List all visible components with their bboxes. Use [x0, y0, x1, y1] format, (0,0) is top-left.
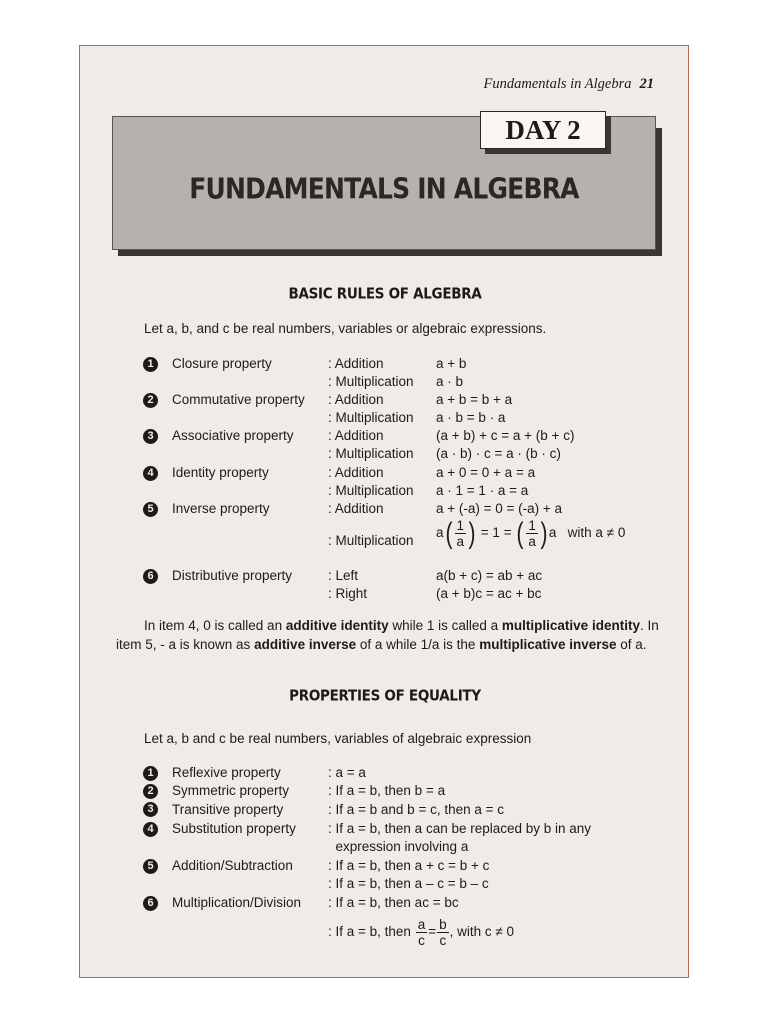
basic-rules-intro: Let a, b, and c be real numbers, variables or algebraic expressions. — [144, 321, 547, 336]
section-heading-basic-rules: BASIC RULES OF ALGEBRA — [288, 285, 482, 303]
property-name: Commutative property — [172, 392, 305, 407]
property-statement: : a = a — [328, 765, 366, 780]
fraction-one-over-a: $\frac{1}{a}$ — [456, 518, 465, 549]
property-statement-continued: expression involving a — [328, 839, 469, 854]
list-number: 4 — [143, 822, 158, 837]
list-number: 2 — [143, 393, 158, 408]
equals-sign: = — [428, 924, 437, 939]
division-condition: , with c ≠ 0 — [449, 924, 515, 939]
expression: a(b + c) = ab + ac — [436, 568, 543, 583]
division-prefix: : If a = b, then — [328, 924, 411, 939]
right-paren: ) — [468, 516, 476, 550]
operation-type: : Addition — [328, 392, 384, 407]
operation-type: : Multiplication — [328, 410, 414, 425]
property-name: Inverse property — [172, 501, 270, 516]
list-number: 4 — [143, 466, 158, 481]
property-name: Transitive property — [172, 802, 284, 817]
expression: (a · b) · c = a · (b · c) — [436, 446, 561, 461]
operation-type: : Addition — [328, 501, 384, 516]
list-number: 1 — [143, 766, 158, 781]
fraction-b-over-c: $\frac{b}{c}$ — [439, 916, 447, 948]
list-number: 3 — [143, 802, 158, 817]
property-name: Symmetric property — [172, 783, 290, 798]
operation-type: : Addition — [328, 356, 384, 371]
property-name: Identity property — [172, 465, 269, 480]
operation-type: : Multiplication — [328, 483, 414, 498]
expression: a · 1 = 1 · a = a — [436, 483, 529, 498]
variable-a: a — [548, 525, 557, 541]
property-name: Distributive property — [172, 568, 293, 583]
division-statement — [328, 916, 514, 948]
equals-one: = 1 = — [480, 525, 512, 541]
property-statement: : If a = b, then ac = bc — [328, 895, 459, 910]
page-number: 21 — [639, 76, 654, 92]
variable-a: a — [436, 525, 444, 541]
property-name: Multiplication/Division — [172, 895, 302, 910]
list-number: 6 — [143, 896, 158, 911]
fraction-one-over-a: $\frac{1}{a}$ — [528, 518, 536, 549]
operation-type: : Left — [328, 568, 359, 583]
property-name: Closure property — [172, 356, 272, 371]
fraction-a-over-c: $\frac{a}{c}$ — [417, 916, 426, 948]
property-name: Reflexive property — [172, 765, 281, 780]
inverse-condition: with a ≠ 0 — [567, 525, 626, 541]
section-heading-equality: PROPERTIES OF EQUALITY — [289, 687, 481, 705]
operation-type: : Multiplication — [328, 533, 414, 548]
property-statement: : If a = b, then a + c = b + c — [328, 858, 490, 873]
list-number: 3 — [143, 429, 158, 444]
expression: a · b — [436, 374, 464, 389]
book-page — [79, 45, 689, 978]
property-statement: : If a = b, then a – c = b – c — [328, 876, 489, 891]
expression: (a + b) + c = a + (b + c) — [436, 428, 575, 443]
list-number: 1 — [143, 357, 158, 372]
expression: a + 0 = 0 + a = a — [436, 465, 536, 480]
expression: a · b = b · a — [436, 410, 506, 425]
chapter-title: FUNDAMENTALS IN ALGEBRA — [189, 171, 579, 206]
inverse-multiplication-expression — [436, 518, 625, 549]
property-name: Addition/Subtraction — [172, 858, 293, 873]
property-statement: : If a = b, then b = a — [328, 783, 446, 798]
property-name: Associative property — [172, 428, 294, 443]
list-number: 5 — [143, 502, 158, 517]
property-statement: : If a = b and b = c, then a = c — [328, 802, 504, 817]
property-statement: : If a = b, then a can be replaced by b in any — [328, 821, 592, 836]
left-paren: ( — [445, 516, 453, 550]
running-header-title: Fundamentals in Algebra — [483, 76, 632, 92]
right-paren: ) — [540, 516, 548, 550]
equality-intro: Let a, b and c be real numbers, variables of algebraic expression — [144, 731, 532, 746]
left-paren: ( — [516, 516, 524, 550]
expression: a + b = b + a — [436, 392, 513, 407]
expression: (a + b)c = ac + bc — [436, 586, 542, 601]
running-header — [484, 76, 654, 93]
property-name: Substitution property — [172, 821, 296, 836]
operation-type: : Addition — [328, 428, 384, 443]
list-number: 5 — [143, 859, 158, 874]
list-number: 2 — [143, 784, 158, 799]
operation-type: : Multiplication — [328, 374, 414, 389]
explanation-paragraph: In item 4, 0 is called an additive identity while 1 is called a multiplicative identity. In item 5, - a is known as additive inverse of a while 1/a is the multiplicative inverse of a. — [116, 618, 659, 652]
operation-type: : Multiplication — [328, 446, 414, 461]
expression: a + b — [436, 356, 467, 371]
list-number: 6 — [143, 569, 158, 584]
expression: a + (-a) = 0 = (-a) + a — [436, 501, 563, 516]
day-label: DAY 2 — [480, 111, 606, 149]
operation-type: : Right — [328, 586, 368, 601]
operation-type: : Addition — [328, 465, 384, 480]
